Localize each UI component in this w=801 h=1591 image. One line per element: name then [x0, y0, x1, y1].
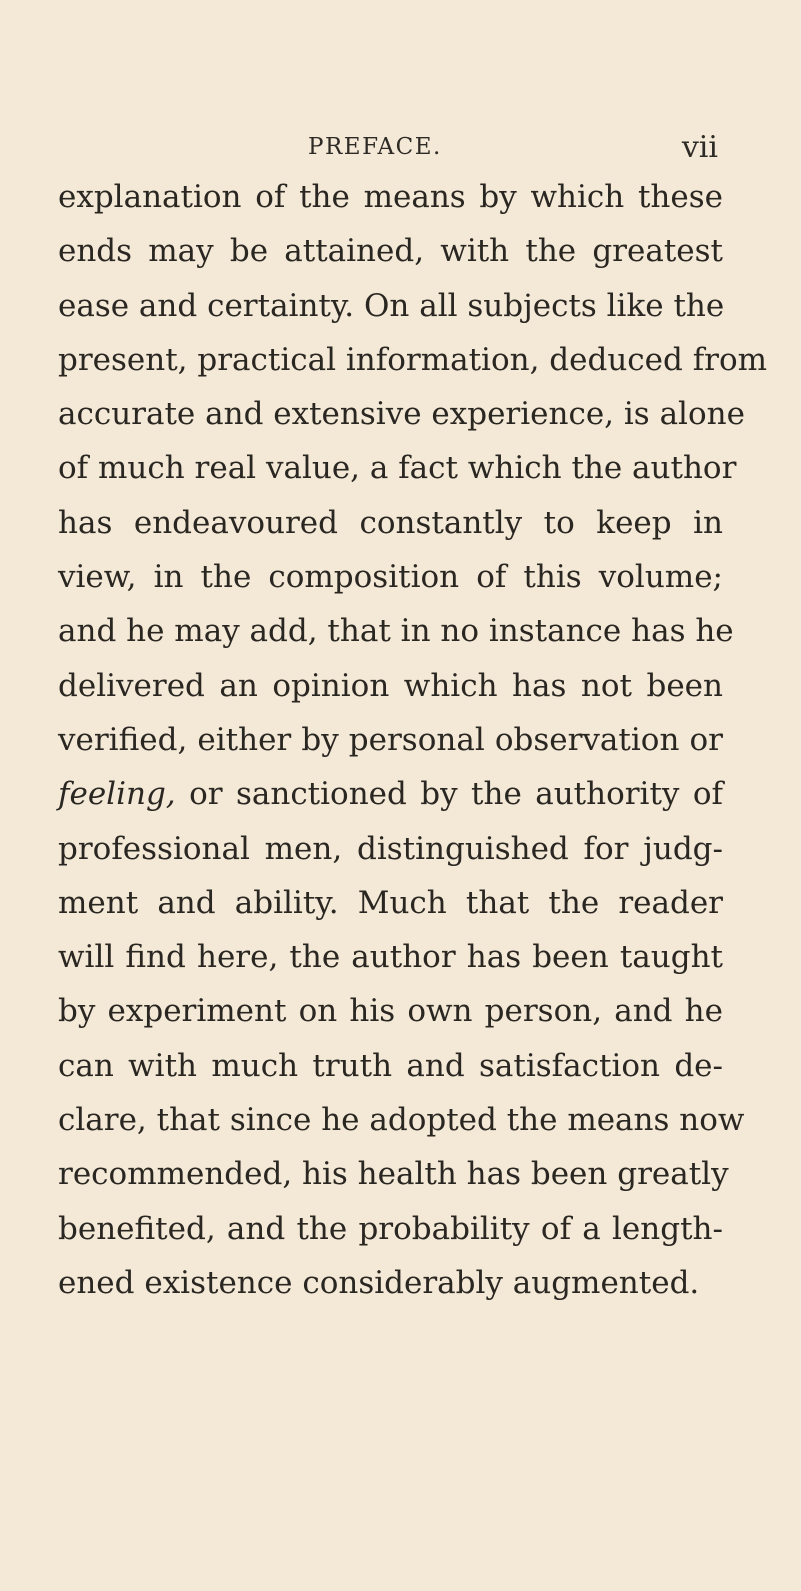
- text-line: ment and ability. Much that the reader: [58, 884, 723, 921]
- text-line: explanation of the means by which these: [58, 179, 723, 215]
- text-line: has endeavoured constantly to keep in: [58, 504, 723, 541]
- text-line: [58, 767, 723, 821]
- preface-paragraph: [58, 170, 768, 1310]
- text-line: view, in the composition of this volume;: [58, 559, 723, 596]
- page-number: vii: [681, 130, 718, 165]
- text-line: and he may add, that in no instance has he: [58, 613, 734, 650]
- text-line: ened existence considerably augmented.: [58, 1264, 700, 1301]
- text-line: accurate and extensive experience, is alone: [58, 396, 745, 433]
- text-line: verified, either by personal observation or: [58, 721, 723, 758]
- text-line-rest: or sanctioned by the authority of: [175, 776, 723, 813]
- text-line: benefited, and the probability of a length-: [58, 1210, 723, 1247]
- text-line: present, practical information, deduced from: [58, 341, 768, 378]
- text-line: recommended, his health has been greatly: [58, 1156, 729, 1193]
- italic-word: feeling,: [58, 776, 176, 813]
- text-line: clare, that since he adopted the means now: [58, 1102, 745, 1139]
- text-line: by experiment on his own person, and he: [58, 993, 723, 1030]
- text-line: can with much truth and satisfaction de-: [58, 1047, 723, 1084]
- text-line: delivered an opinion which has not been: [58, 667, 723, 704]
- running-title: PREFACE.: [308, 134, 442, 160]
- running-head: [58, 128, 718, 168]
- text-line: ends may be attained, with the greatest: [58, 233, 723, 270]
- text-line: professional men, distinguished for judg-: [58, 830, 723, 867]
- text-line: will find here, the author has been taught: [58, 939, 723, 976]
- text-line: of much real value, a fact which the author: [58, 450, 737, 487]
- text-line: ease and certainty. On all subjects like the: [58, 287, 725, 324]
